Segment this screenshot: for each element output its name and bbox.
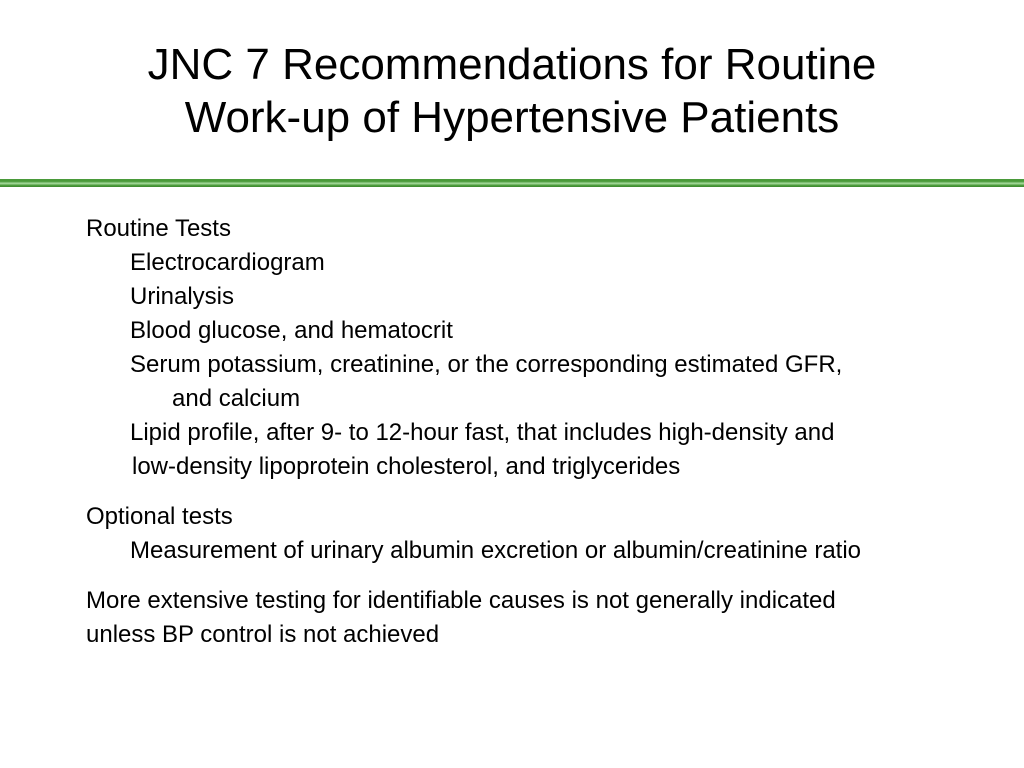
optional-tests-heading: Optional tests — [86, 503, 233, 530]
routine-tests-heading: Routine Tests — [86, 215, 231, 242]
routine-item-lipid-cont: low-density lipoprotein cholesterol, and triglycerides — [132, 453, 681, 480]
routine-item-glucose: Blood glucose, and hematocrit — [130, 317, 453, 344]
routine-item-urinalysis: Urinalysis — [130, 283, 235, 310]
slide-title — [0, 38, 1024, 144]
slide-body — [86, 212, 1016, 652]
routine-item-potassium-cont: and calcium — [172, 385, 301, 412]
optional-item-albumin: Measurement of urinary albumin excretion or albumin/creatinine ratio — [130, 537, 862, 564]
extensive-testing-line-2: unless BP control is not achieved — [86, 621, 440, 648]
routine-item-lipid: Lipid profile, after 9- to 12-hour fast, that includes high-density and — [130, 419, 835, 446]
extensive-testing-line-1: More extensive testing for identifiable causes is not generally indicated — [86, 587, 836, 614]
routine-item-potassium: Serum potassium, creatinine, or the corresponding estimated GFR, — [130, 351, 843, 378]
title-divider — [0, 179, 1024, 187]
title-line-2: Work-up of Hypertensive Patients — [184, 93, 840, 142]
routine-item-ecg: Electrocardiogram — [130, 249, 325, 276]
title-line-1: JNC 7 Recommendations for Routine — [147, 40, 877, 89]
